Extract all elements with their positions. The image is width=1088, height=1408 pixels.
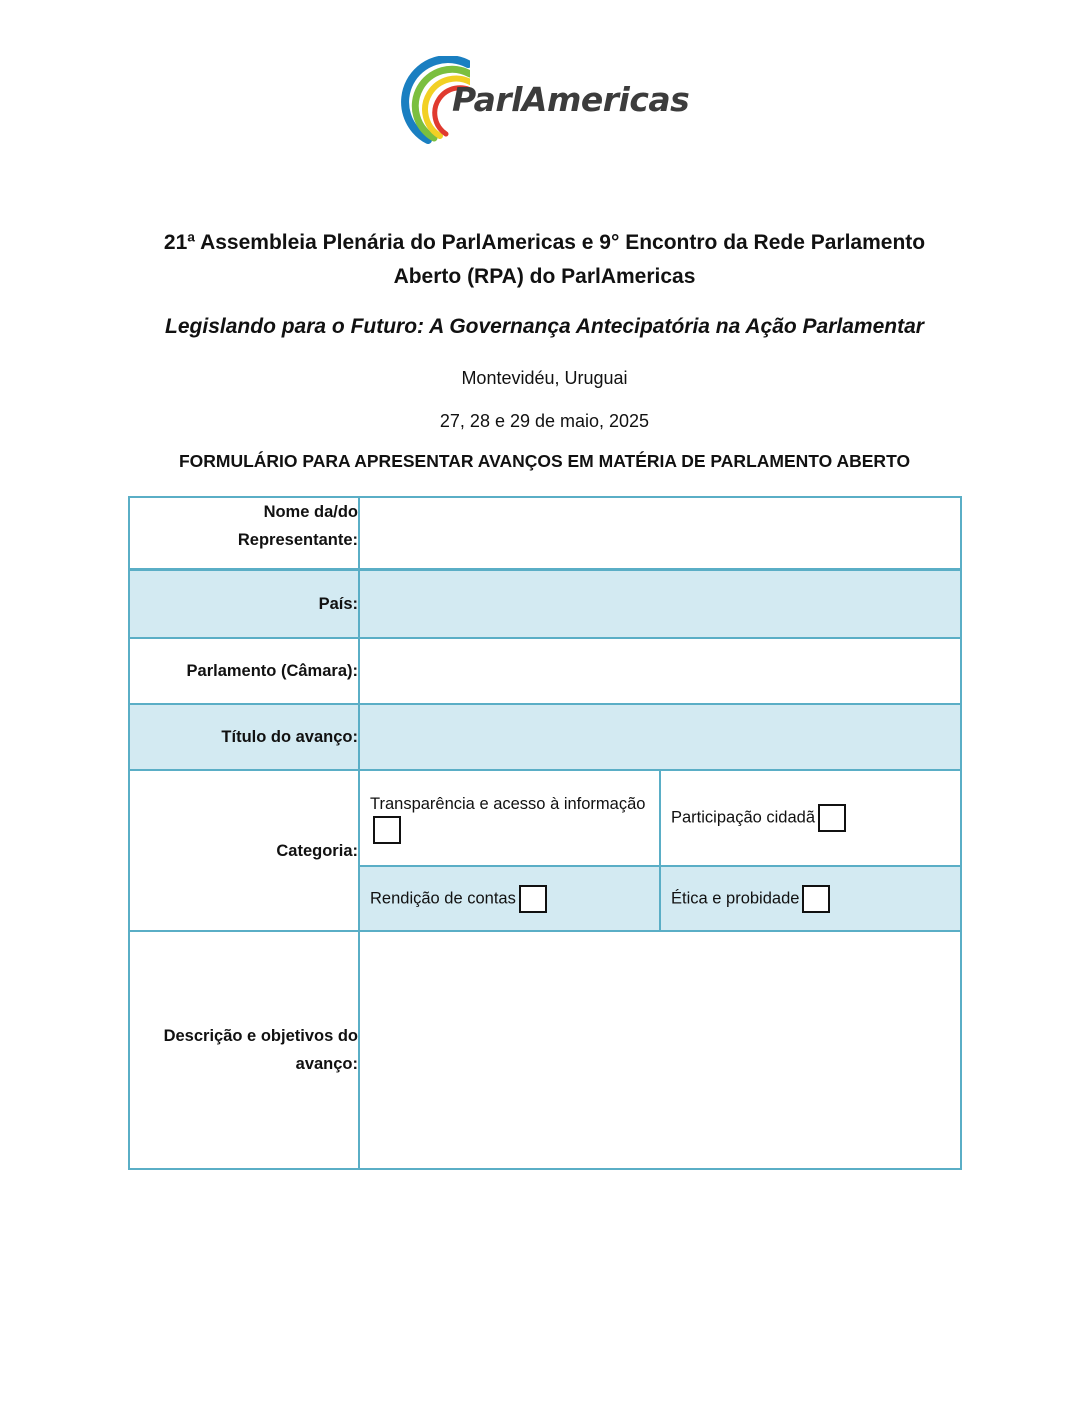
category-participation-label: Participação cidadã [671,808,816,827]
category-transparency [360,771,660,866]
accountability-checkbox[interactable] [519,885,547,913]
name-label-line1: Nome da/do [263,503,358,521]
advance-title-field[interactable] [359,704,961,770]
category-accountability-label: Rendição de contas [370,888,516,907]
parlamericas-logo [390,56,700,146]
form-row-name [129,497,961,570]
submission-form [128,496,962,1170]
category-ethics-label: Ética e probidade [671,888,800,907]
ethics-checkbox[interactable] [802,885,830,913]
document-subtitle: Legislando para o Futuro: A Governança Antecipatória na Ação Parlamentar [165,315,924,338]
name-label [129,497,359,570]
parliament-field[interactable] [359,638,961,704]
form-row-category [129,770,961,931]
event-location: Montevidéu, Uruguai [461,368,628,388]
description-field[interactable] [359,931,961,1169]
description-label-line1: Descrição e objetivos do [163,1027,358,1045]
document-title: 21ª Assembleia Plenária do ParlAmericas e 9° Encontro da Rede Parlamento Aberto (RPA) do ParlAmericas [163,231,926,288]
country-field[interactable] [359,570,961,639]
name-field[interactable] [359,497,961,570]
description-label [129,931,359,1169]
category-options [359,770,961,931]
category-grid [360,771,960,930]
category-participation [660,771,960,866]
logo-text: ParlAmericas [452,80,690,119]
advance-title-label: Título do avanço: [129,704,359,770]
form-title: FORMULÁRIO PARA APRESENTAR AVANÇOS EM MATÉRIA DE PARLAMENTO ABERTO [178,451,911,471]
form-row-country [129,570,961,639]
name-label-line2: Representante: [237,531,358,549]
event-dates: 27, 28 e 29 de maio, 2025 [439,411,650,431]
category-ethics [660,866,960,930]
description-label-line2: avanço: [295,1055,358,1073]
category-label: Categoria: [129,770,359,931]
form-row-parliament [129,638,961,704]
transparency-checkbox[interactable] [373,816,401,844]
country-label: País: [129,570,359,639]
category-accountability [360,866,660,930]
form-row-advance-title [129,704,961,770]
form-row-description [129,931,961,1169]
participation-checkbox[interactable] [818,804,846,832]
parliament-label: Parlamento (Câmara): [129,638,359,704]
category-transparency-label: Transparência e acesso à informação [370,795,646,813]
